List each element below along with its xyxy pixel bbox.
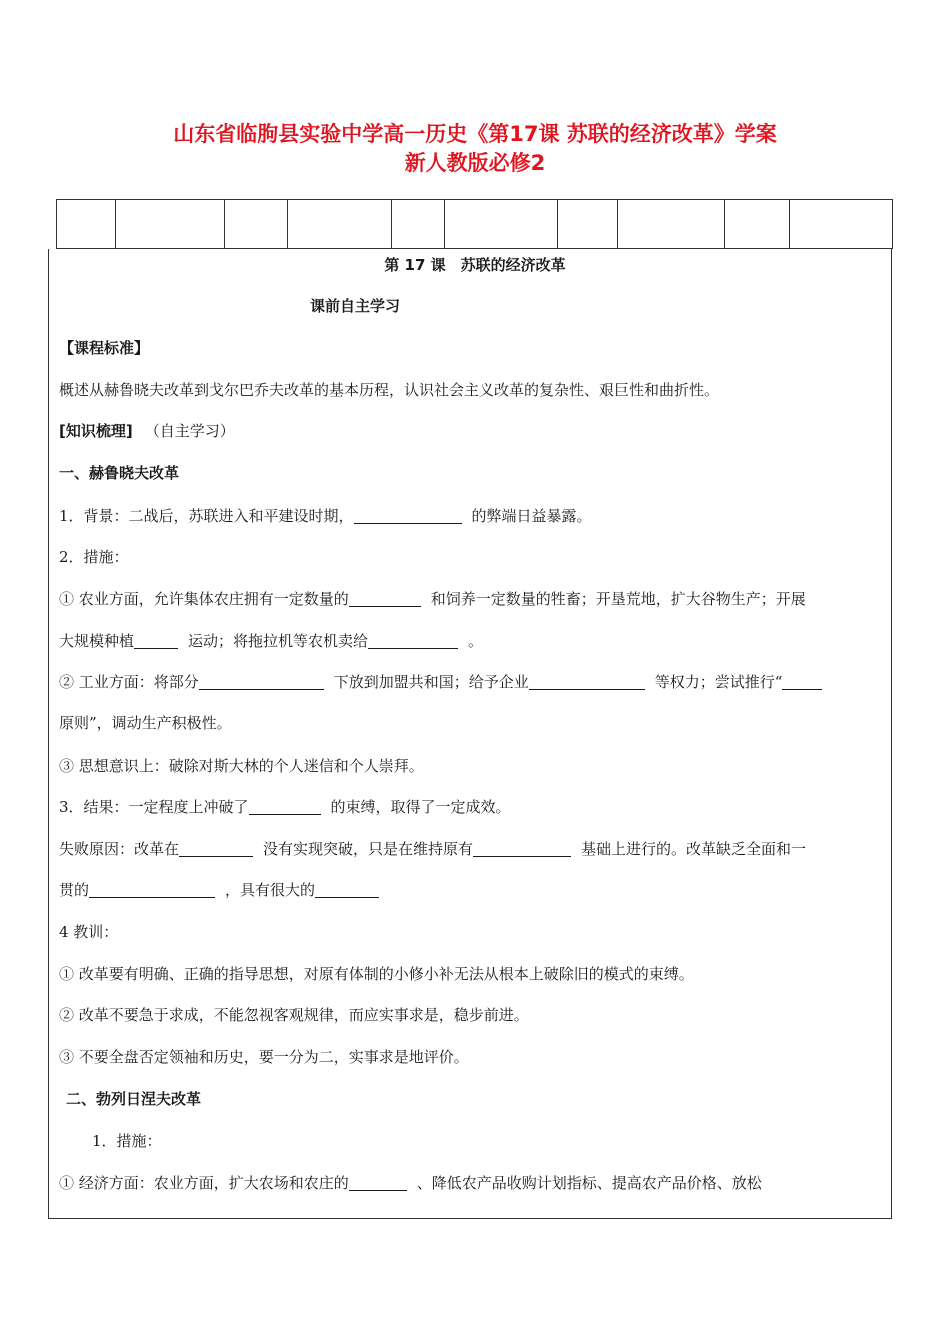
lesson-title: 4 教训： [59,923,119,941]
header-cell [288,200,392,249]
failure-line1: 失败原因：改革在 没有实现突破，只是在维持原有 基础上进行的。改革缺乏全面和一 [59,840,807,858]
header-cell [725,200,790,249]
fill-blank[interactable] [473,841,571,857]
fill-blank[interactable] [349,591,421,607]
header-cell [445,200,558,249]
knowledge-label: [知识梳理] [59,422,133,440]
lesson-heading: 第 17 课 苏联的经济改革 [384,256,566,274]
fill-blank[interactable] [529,674,645,690]
fill-blank[interactable] [249,799,321,815]
fill-blank[interactable] [354,508,462,524]
document-title-line1: 山东省临朐县实验中学高一历史《第17课 苏联的经济改革》学案 [173,122,777,146]
agriculture-line1: ① 农业方面，允许集体农庄拥有一定数量的 和饲养一定数量的牲畜；开垦荒地，扩大谷物生产；开展 [59,590,806,608]
lesson-item-2: ② 改革不要急于求成，不能忽视客观规律，而应实事求是，稳步前进。 [59,1006,529,1024]
knowledge-line [59,421,235,441]
section1-title: 一、赫鲁晓夫改革 [59,464,180,482]
standard-text: 概述从赫鲁晓夫改革到戈尔巴乔夫改革的基本历程，认识社会主义改革的复杂性、艰巨性和曲折性。 [59,381,720,399]
header-cell [225,200,288,249]
ideology-line: ③ 思想意识上：破除对斯大林的个人迷信和个人崇拜。 [59,757,424,775]
fill-blank[interactable] [368,633,458,649]
background-line: 1．背景：二战后，苏联进入和平建设时期， 的弊端日益暴露。 [59,507,592,525]
lesson-item-1: ① 改革要有明确、正确的指导思想，对原有体制的小修小补无法从根本上破除旧的模式的束缚。 [59,965,694,983]
lesson-item-3: ③ 不要全盘否定领袖和历史，要一分为二，实事求是地评价。 [59,1048,469,1066]
section2-measures: 1．措施： [92,1132,162,1150]
fill-blank[interactable] [782,674,822,690]
section2-title: 二、勃列日涅夫改革 [66,1090,202,1108]
lesson-subheading: 课前自主学习 [310,297,401,315]
header-cell [392,200,445,249]
result-line: 3．结果：一定程度上冲破了 的束缚，取得了一定成效。 [59,798,511,816]
header-cell [57,200,116,249]
document-title-line2: 新人教版必修2 [404,151,546,175]
header-cell [558,200,618,249]
header-cell [116,200,225,249]
knowledge-note: （自主学习） [144,422,235,440]
fill-blank[interactable] [199,674,324,690]
fill-blank[interactable] [134,633,178,649]
standard-label: 【课程标准】 [59,339,150,357]
economy-line: ① 经济方面：农业方面，扩大农场和农庄的 、降低农产品收购计划指标、提高农产品价格、放松 [59,1174,762,1192]
header-info-table [56,199,893,249]
measures-label: 2．措施： [59,548,129,566]
industry-line2: 原则”，调动生产积极性。 [59,714,232,732]
fill-blank[interactable] [179,841,253,857]
failure-line2: 贯的 ，具有很大的 [59,880,379,900]
agriculture-line2: 大规模种植 运动；将拖拉机等农机卖给 。 [59,632,484,650]
industry-line1: ② 工业方面：将部分 下放到加盟共和国；给予企业 等权力；尝试推行“ [59,672,822,692]
header-cell [790,200,893,249]
header-cell [618,200,725,249]
fill-blank[interactable] [349,1175,407,1191]
fill-blank[interactable] [89,882,215,898]
fill-blank[interactable] [315,882,379,898]
